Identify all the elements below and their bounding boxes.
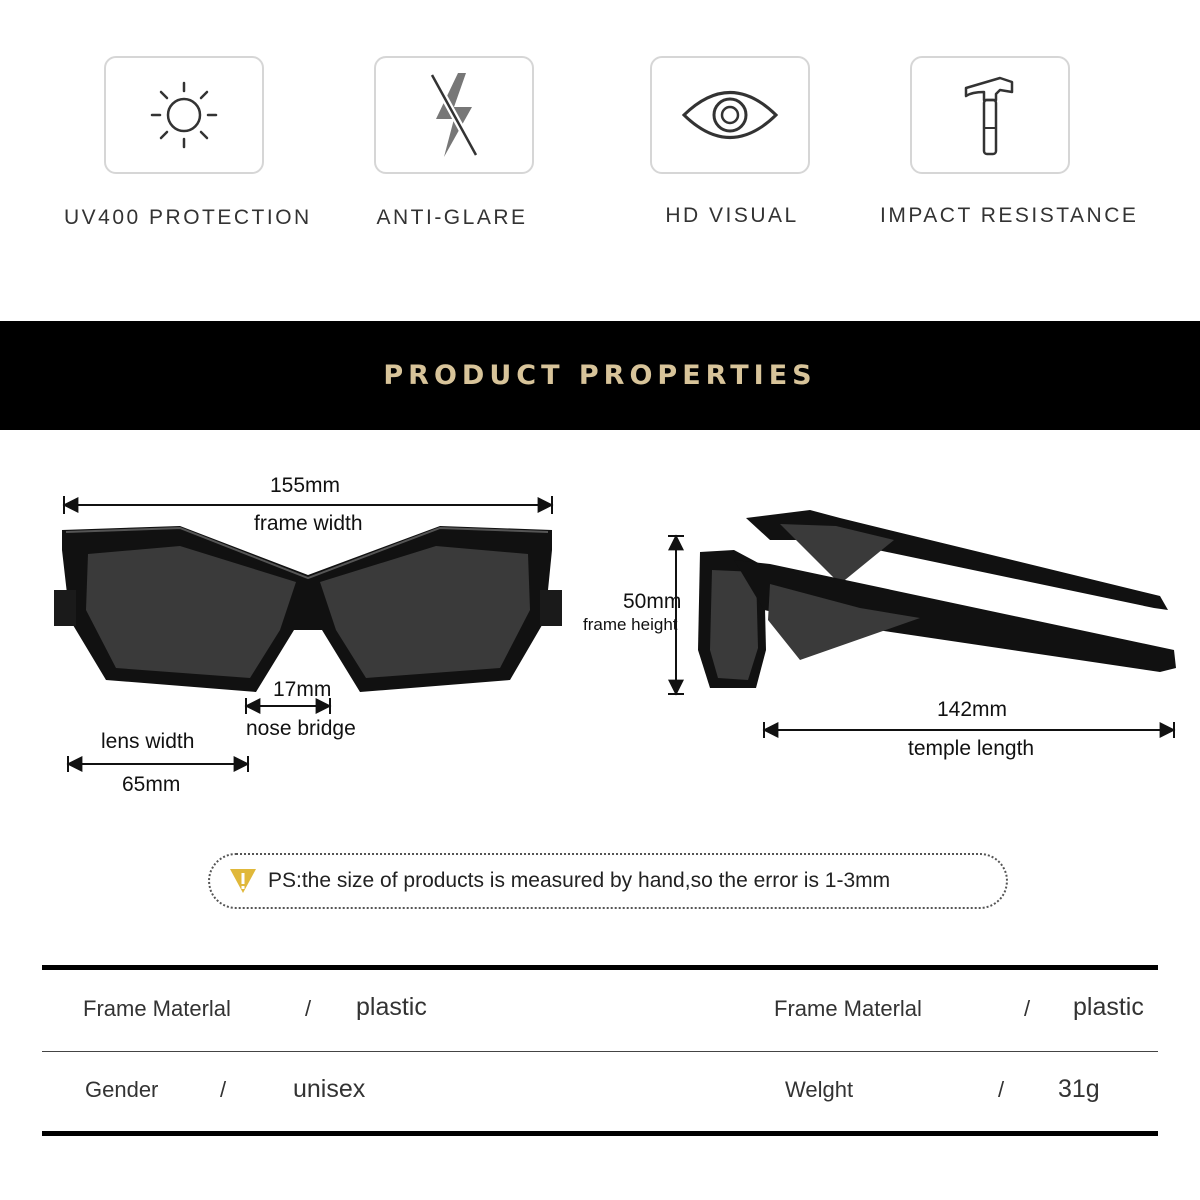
spec-weight-label: Welght: [785, 1077, 854, 1102]
anti-glare-feature-box: [374, 56, 534, 174]
lens-width-label: lens width: [101, 730, 195, 753]
frame-height-label: frame height: [583, 615, 678, 634]
spec-gender-value: unisex: [293, 1075, 366, 1103]
impact-resistance-label: IMPACT RESISTANCE: [880, 204, 1139, 227]
sun-icon: [144, 75, 224, 155]
nose-bridge-value: 17mm: [273, 678, 332, 701]
spec-frame-material-value: plastic: [356, 993, 427, 1021]
product-properties-banner: [0, 321, 1200, 430]
warning-icon: [228, 867, 258, 895]
temple-length-value: 142mm: [937, 698, 1008, 721]
frame-height-value: 50mm: [623, 590, 682, 613]
frame-width-label: frame width: [254, 512, 363, 535]
spec-gender-label: Gender: [85, 1077, 159, 1102]
spec-frame-material-label: Frame Materlal: [83, 996, 231, 1021]
note-text: PS:the size of products is measured by hand,so the error is 1-3mm: [268, 869, 891, 892]
hd-visual-label: HD VISUAL: [665, 204, 799, 227]
spec-frame-material-value-right: plastic: [1073, 993, 1144, 1021]
hammer-icon: [960, 70, 1020, 160]
nose-bridge-label: nose bridge: [246, 717, 356, 740]
uv400-label: UV400 PROTECTION: [64, 206, 312, 229]
banner-title: PRODUCT PROPERTIES: [383, 360, 817, 391]
table-middle-rule: [42, 1051, 1158, 1052]
anti-glare-label: ANTI-GLARE: [376, 206, 528, 229]
impact-feature-box: [910, 56, 1070, 174]
lens-width-value: 65mm: [122, 773, 181, 796]
measurement-note: [208, 853, 1008, 909]
table-bottom-rule: [42, 1131, 1158, 1136]
spec-frame-material-label-right: Frame Materlal: [774, 996, 922, 1021]
table-top-rule: [42, 965, 1158, 970]
eye-icon: [680, 80, 780, 150]
spec-weight-value: 31g: [1058, 1075, 1100, 1103]
anti-glare-icon: [414, 67, 494, 163]
spec-separator: /: [1024, 996, 1031, 1021]
spec-separator: /: [305, 996, 312, 1021]
frame-width-value: 155mm: [270, 474, 341, 497]
spec-separator: /: [998, 1077, 1005, 1102]
spec-separator: /: [220, 1077, 227, 1102]
glasses-side-view: [660, 500, 1190, 750]
uv400-feature-box: [104, 56, 264, 174]
temple-length-label: temple length: [908, 737, 1035, 760]
hd-visual-feature-box: [650, 56, 810, 174]
